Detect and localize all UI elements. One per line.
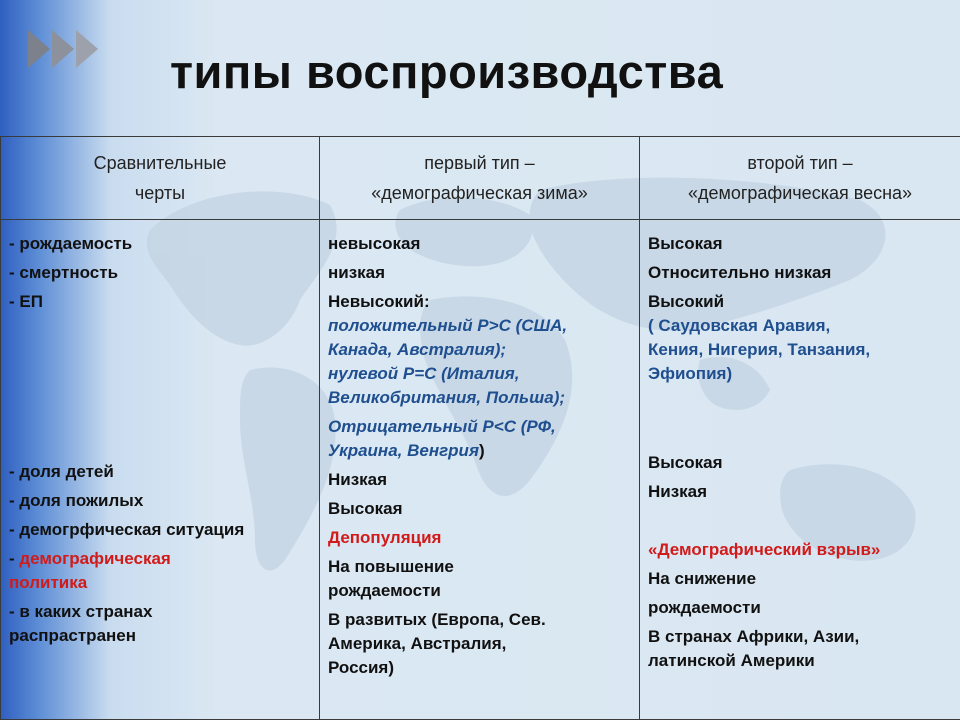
- header-line: черты: [134, 183, 186, 203]
- first-policy: На повышение: [328, 557, 454, 576]
- feature-countries-2: распрастранен: [9, 626, 137, 645]
- first-ep-negative: Отрицательный Р<С (РФ,: [328, 417, 556, 436]
- first-ep-positive-2: Канада, Австралия);: [328, 340, 507, 359]
- feature-elderly: - доля пожилых: [9, 491, 144, 510]
- second-policy: На снижение: [648, 569, 757, 588]
- first-ep-zero: нулевой Р=С (Италия,: [328, 364, 520, 383]
- second-children: Высокая: [648, 453, 723, 472]
- comparison-table: [0, 136, 960, 720]
- first-ep-positive: положительный Р>С (США,: [328, 316, 568, 335]
- first-ep-negative-close: ): [478, 441, 485, 460]
- first-ep-negative-countries: Украина, Венгрия: [328, 441, 479, 460]
- table-body-row: [1, 220, 960, 720]
- triple-arrow-icon: [28, 30, 100, 68]
- first-ep-negative-2: [328, 439, 631, 463]
- header-line: первый тип –: [424, 153, 535, 173]
- feature-countries: - в каких странах: [9, 602, 153, 621]
- arrow-icon: [52, 30, 74, 68]
- first-type-column: [320, 220, 640, 720]
- second-ep: Высокий: [648, 292, 725, 311]
- second-countries: В странах Африки, Азии,: [648, 627, 860, 646]
- arrow-icon: [76, 30, 98, 68]
- first-policy-2: рождаемости: [328, 581, 441, 600]
- header-features: [1, 137, 320, 220]
- table-header-row: [1, 137, 960, 220]
- features-column: [1, 220, 320, 720]
- second-ep-examples: ( Саудовская Аравия,: [648, 316, 831, 335]
- second-birth: Высокая: [648, 234, 723, 253]
- header-first-type: [320, 137, 640, 220]
- header-line: «демографическая зима»: [371, 183, 588, 203]
- feature-birth: - рождаемость: [9, 234, 133, 253]
- first-death: низкая: [328, 263, 386, 282]
- first-children: Низкая: [328, 470, 388, 489]
- second-policy-2: рождаемости: [648, 598, 761, 617]
- feature-policy-dash: -: [9, 549, 20, 568]
- first-situation: Депопуляция: [328, 528, 442, 547]
- second-countries-2: латинской Америки: [648, 651, 815, 670]
- header-line: Сравнительные: [93, 153, 227, 173]
- first-elderly: Высокая: [328, 499, 403, 518]
- first-ep-zero-2: Великобритания, Польша);: [328, 388, 566, 407]
- feature-policy-label: демографическая: [19, 549, 171, 568]
- feature-policy: [9, 547, 311, 571]
- feature-situation: - демогрфическая ситуация: [9, 520, 245, 539]
- feature-death: - смертность: [9, 263, 119, 282]
- header-line: второй тип –: [747, 153, 853, 173]
- second-death: Относительно низкая: [648, 263, 832, 282]
- feature-children: - доля детей: [9, 462, 114, 481]
- first-countries-3: Россия): [328, 658, 395, 677]
- header-second-type: [640, 137, 960, 220]
- second-type-column: [640, 220, 960, 720]
- first-birth: невысокая: [328, 234, 421, 253]
- feature-ep: - ЕП: [9, 292, 43, 311]
- second-situation: «Демографический взрыв»: [648, 540, 881, 559]
- first-countries: В развитых (Европа, Сев.: [328, 610, 546, 629]
- second-ep-examples-2: Кения, Нигерия, Танзания,: [648, 340, 871, 359]
- first-ep: Невысокий:: [328, 292, 430, 311]
- second-ep-examples-3: Эфиопия): [648, 364, 733, 383]
- arrow-icon: [28, 30, 50, 68]
- feature-policy-label-2: политика: [9, 573, 88, 592]
- first-countries-2: Америка, Австралия,: [328, 634, 507, 653]
- page-title: типы воспроизводства: [170, 45, 724, 98]
- second-elderly: Низкая: [648, 482, 708, 501]
- header-line: «демографическая весна»: [687, 183, 913, 203]
